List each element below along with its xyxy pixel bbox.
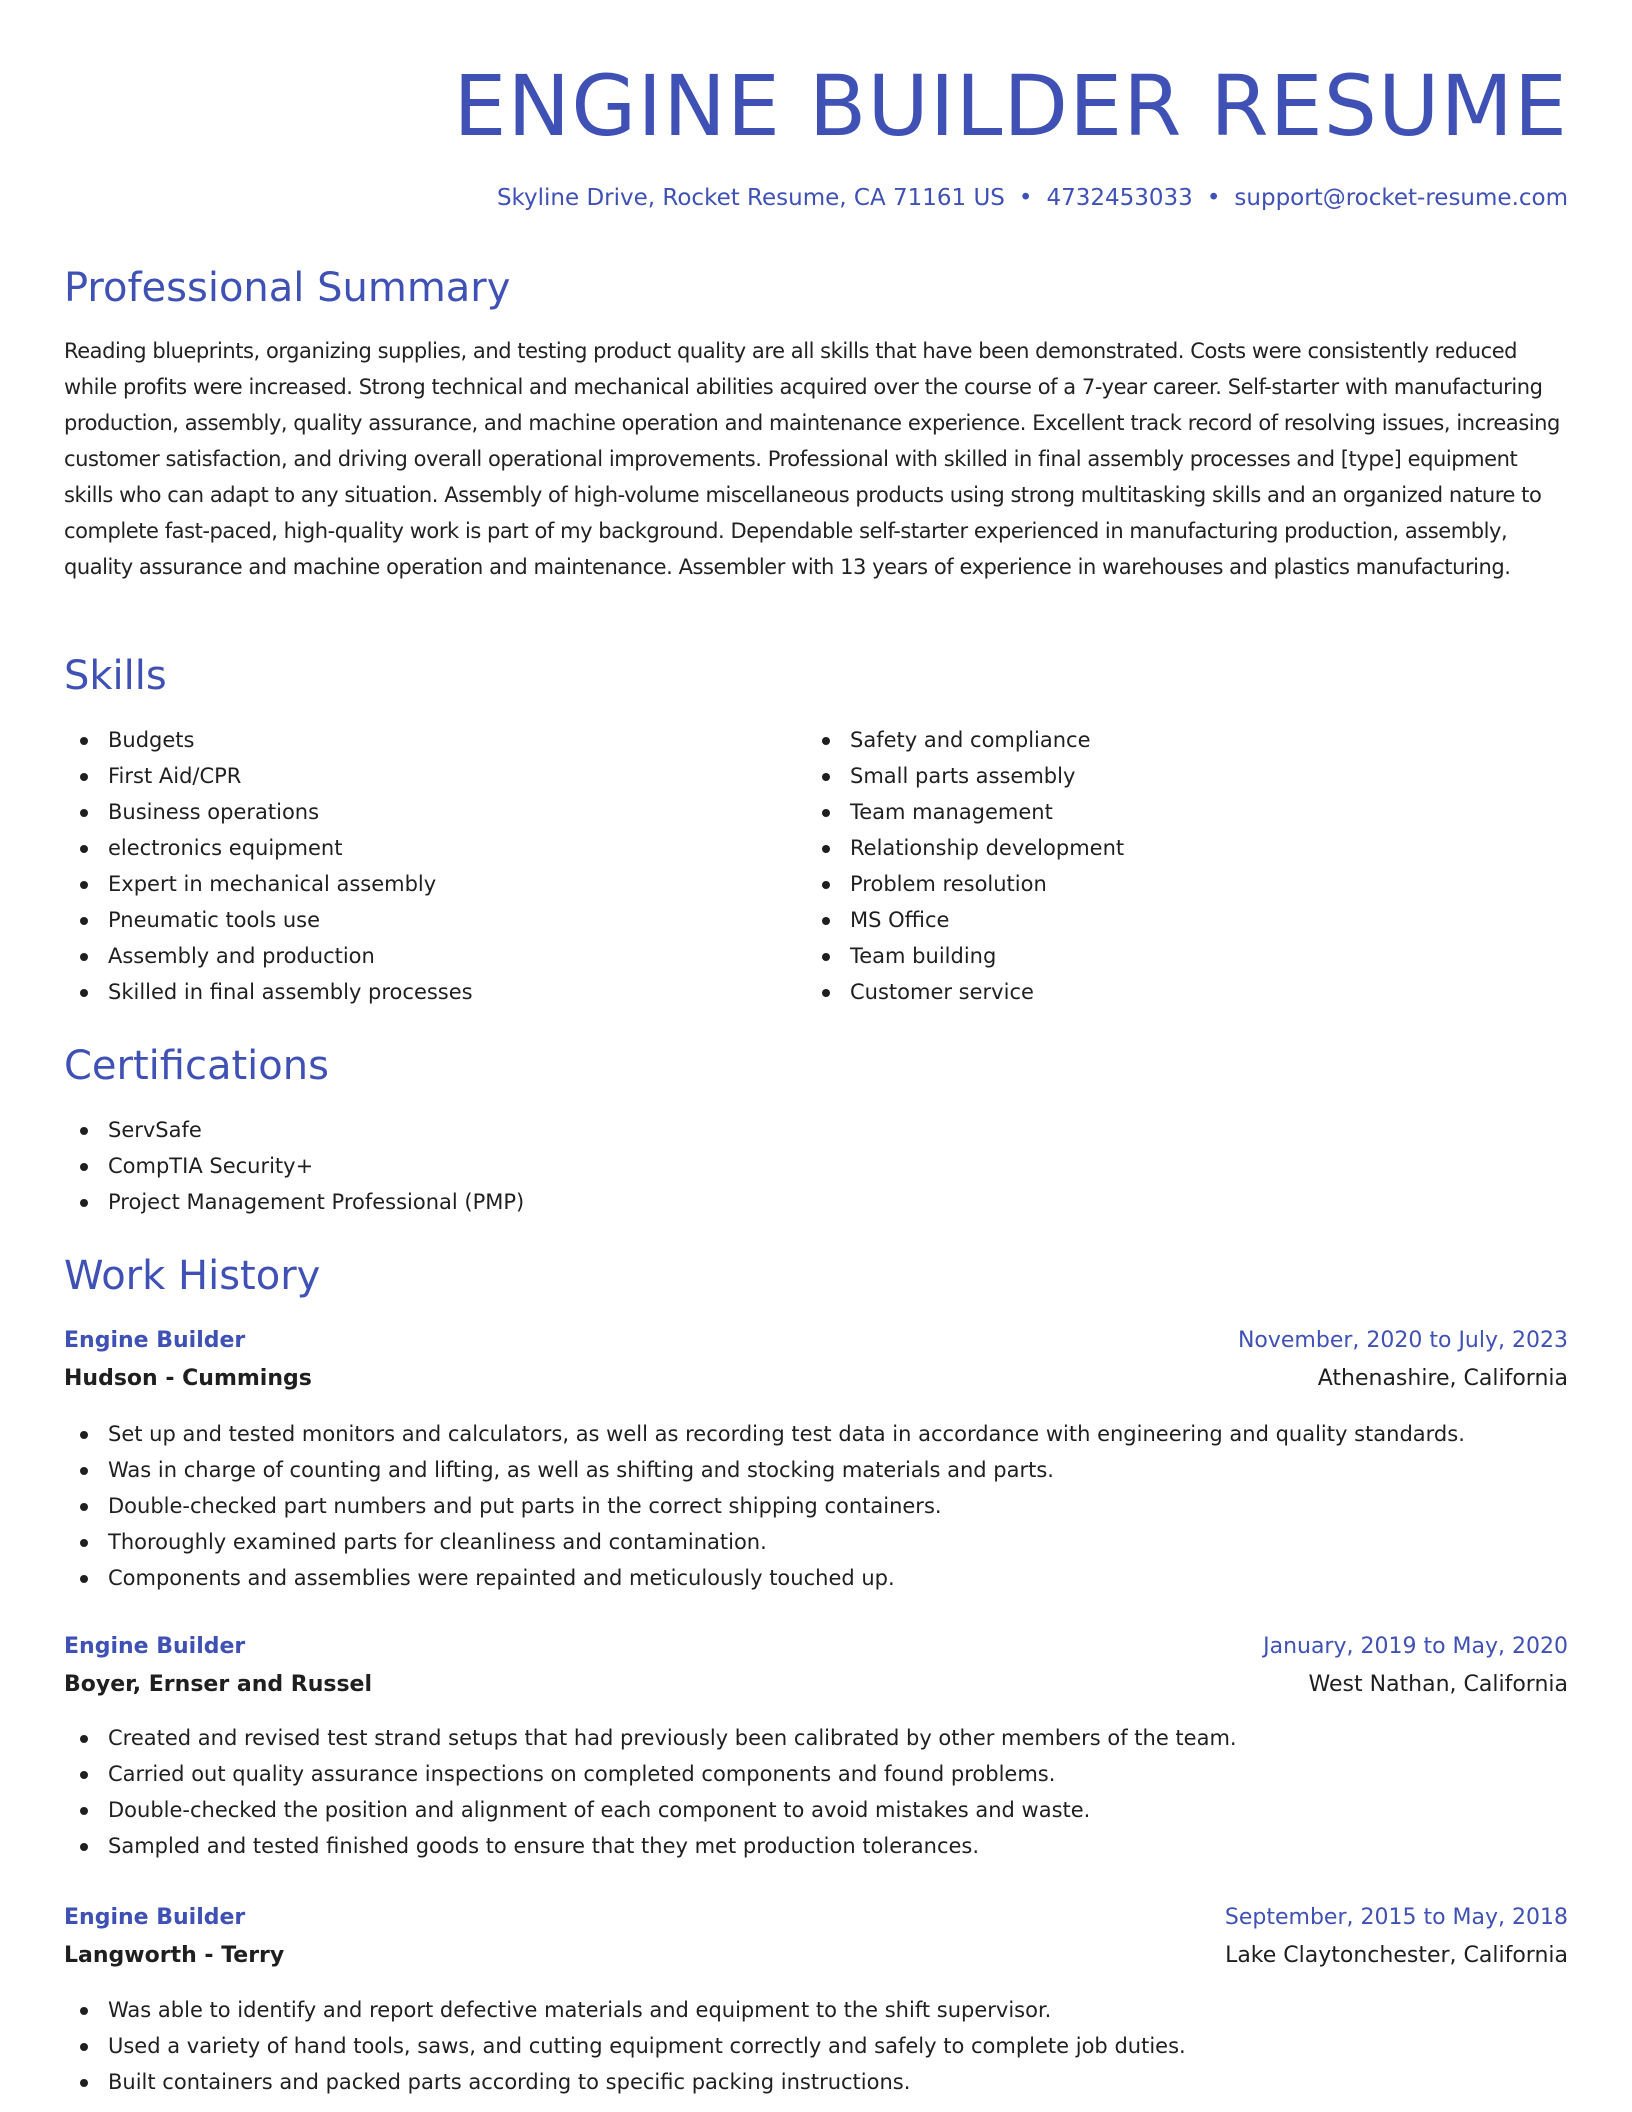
contact-line: [497, 178, 1568, 218]
job-dates: November, 2020 to July, 2023: [1237, 1328, 1568, 1353]
certification-item: ServSafe: [64, 1112, 524, 1148]
job-duty: Components and assemblies were repainted and meticulously touched up.: [64, 1560, 1465, 1596]
job-duty: Double-checked the position and alignment of each component to avoid mistakes and waste.: [64, 1792, 1237, 1828]
job-duty: Was able to identify and report defective materials and equipment to the shift supervisor.: [64, 1992, 1186, 2028]
job-employer-row: [64, 1666, 1568, 1704]
certifications-heading: Certifications: [64, 1043, 329, 1089]
job-employer-row: [64, 1937, 1568, 1975]
skill-item: Small parts assembly: [806, 758, 1124, 794]
skill-item: Skilled in final assembly processes: [64, 974, 473, 1010]
skills-heading: Skills: [64, 653, 167, 699]
certification-item: Project Management Professional (PMP): [64, 1184, 524, 1220]
skill-item: First Aid/CPR: [64, 758, 473, 794]
skills-list-right: [806, 722, 1124, 1010]
job-employer-row: [64, 1360, 1568, 1398]
job-title: Engine Builder: [64, 1634, 246, 1659]
job-title: Engine Builder: [64, 1905, 246, 1930]
job-company: Hudson - Cummings: [64, 1366, 312, 1391]
job-duty: Created and revised test strand setups that had previously been calibrated by other members of the team.: [64, 1720, 1237, 1756]
job-duties-list: [64, 1720, 1237, 1864]
contact-phone: 4732453033: [1046, 185, 1193, 211]
contact-address: Skyline Drive, Rocket Resume, CA 71161 US: [496, 185, 1005, 211]
job-header: [64, 1628, 1568, 1666]
skills-list-left: [64, 722, 473, 1010]
skill-item: electronics equipment: [64, 830, 473, 866]
job-duty: Carried out quality assurance inspections on completed components and found problems.: [64, 1756, 1237, 1792]
job-location: Athenashire, California: [1317, 1366, 1568, 1391]
job-title: Engine Builder: [64, 1328, 246, 1353]
skill-item: Pneumatic tools use: [64, 902, 473, 938]
contact-separator: •: [1206, 185, 1221, 211]
skill-item: Budgets: [64, 722, 473, 758]
skill-item: Problem resolution: [806, 866, 1124, 902]
skill-item: Safety and compliance: [806, 722, 1124, 758]
job-duties-list: [64, 1992, 1186, 2100]
job-header: [64, 1322, 1568, 1360]
job-dates: January, 2019 to May, 2020: [1263, 1634, 1568, 1659]
job-duty: Double-checked part numbers and put parts in the correct shipping containers.: [64, 1488, 1465, 1524]
job-dates: September, 2015 to May, 2018: [1224, 1905, 1568, 1930]
work-history-heading: Work History: [64, 1253, 321, 1299]
skill-item: Assembly and production: [64, 938, 473, 974]
skill-item: Expert in mechanical assembly: [64, 866, 473, 902]
job-duty: Sampled and tested finished goods to ensure that they met production tolerances.: [64, 1828, 1237, 1864]
resume-title: ENGINE BUILDER RESUME: [453, 57, 1568, 155]
skill-item: Team building: [806, 938, 1124, 974]
job-duty: Set up and tested monitors and calculators, as well as recording test data in accordance with engineering and quality standards.: [64, 1416, 1465, 1452]
skill-item: MS Office: [806, 902, 1124, 938]
certifications-list: [64, 1112, 524, 1220]
job-duties-list: [64, 1416, 1465, 1596]
job-duty: Was in charge of counting and lifting, as well as shifting and stocking materials and parts.: [64, 1452, 1465, 1488]
skill-item: Relationship development: [806, 830, 1124, 866]
summary-heading: Professional Summary: [64, 265, 511, 311]
job-location: Lake Claytonchester, California: [1225, 1943, 1568, 1968]
skill-item: Customer service: [806, 974, 1124, 1010]
job-duty: Thoroughly examined parts for cleanliness and contamination.: [64, 1524, 1465, 1560]
skill-item: Team management: [806, 794, 1124, 830]
job-duty: Built containers and packed parts according to specific packing instructions.: [64, 2064, 1186, 2100]
contact-separator: •: [1018, 185, 1033, 211]
job-duty: Used a variety of hand tools, saws, and cutting equipment correctly and safely to complete job duties.: [64, 2028, 1186, 2064]
job-company: Langworth - Terry: [64, 1943, 285, 1968]
summary-text: Reading blueprints, organizing supplies, and testing product quality are all skills that have been demonstrated. Costs were consistently reduced while profits were increased. Strong technical and mechanical abilities acquired over the course of a 7-year career. Self-starter with manufacturing production, assembly, quality assurance, and machine operation and maintenance experience. Excellent track record of resolving issues, increasing customer satisfaction, and driving overall operational improvements. Professional with skilled in final assembly processes and [type] equipment skills who can adapt to any situation. Assembly of high-volume miscellaneous products using strong multitasking skills and an organized nature to complete fast-paced, high-quality work is part of my background. Dependable self-starter experienced in manufacturing production, assembly, quality assurance and machine operation and maintenance. Assembler with 13 years of experience in warehouses and plastics manufacturing.: [64, 339, 1560, 579]
job-location: West Nathan, California: [1308, 1672, 1568, 1697]
job-header: [64, 1899, 1568, 1937]
skill-item: Business operations: [64, 794, 473, 830]
job-company: Boyer, Ernser and Russel: [64, 1672, 373, 1697]
contact-email: support@rocket-resume.com: [1234, 185, 1568, 211]
certification-item: CompTIA Security+: [64, 1148, 524, 1184]
